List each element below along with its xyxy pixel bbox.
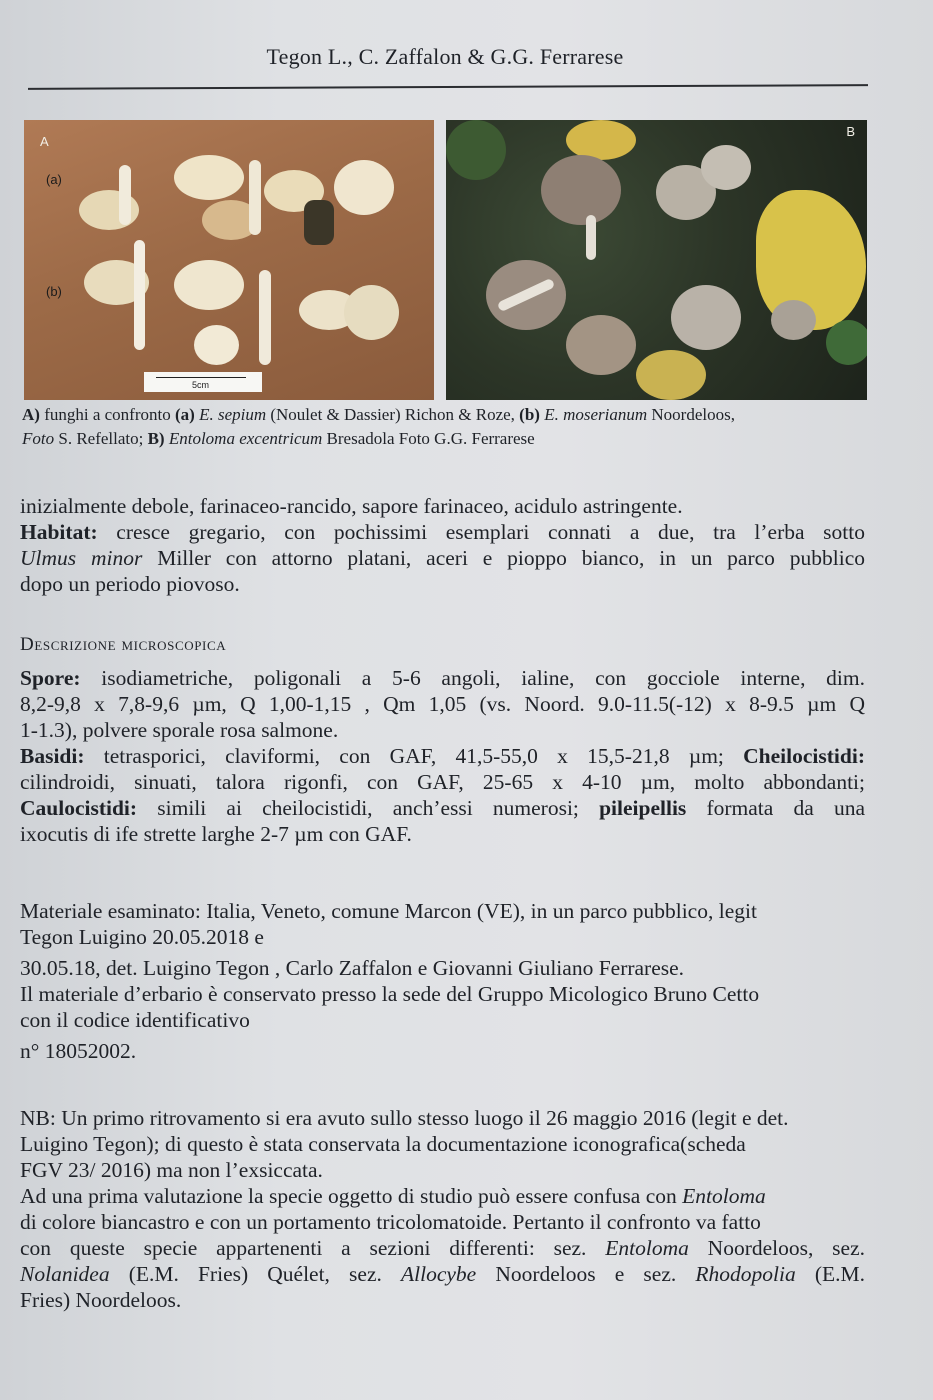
material-paragraph [20,898,865,1064]
text-line: dopo un periodo piovoso. [20,572,240,596]
green-leaf [826,320,867,365]
note-text: (E.M. [795,1262,865,1286]
text-line: cilindroidi, sinuati, talora rigonfi, con GAF, 25-65 x 4-10 µm, molto abbondanti; [20,770,865,794]
caption-photographer: S. Refellato; [54,429,148,448]
text-line [20,665,865,691]
spore-label: Spore: [20,666,81,690]
basidi-label: Basidi: [20,744,85,768]
habitat-species: Ulmus minor [20,546,143,570]
caption-author: Noordeloos, [647,405,735,424]
caption-author: Bresadola Foto G.G. Ferrarese [322,429,535,448]
mushroom-cap [701,145,751,190]
pilei-label: pileipellis [599,796,687,820]
caption-sub-a: (a) [174,405,195,424]
mushroom-cap [334,160,394,215]
text-line [20,743,865,769]
text-line: FGV 23/ 2016) ma non l’exsiccata. [20,1158,323,1182]
caption-text: funghi a confronto [39,405,175,424]
mushroom-stem [249,160,261,235]
text-line [20,519,865,545]
habitat-label: Habitat: [20,520,98,544]
photo-b-letter: B [846,124,855,139]
yellow-leaf [566,120,636,160]
note-genus: Entoloma [605,1236,689,1260]
text-line: Materiale esaminato: Italia, Veneto, comune Marcon (VE), in un parco pubblico, legit [20,899,757,923]
text-line [20,545,865,571]
mushroom-cap [174,155,244,200]
note-text: Noordeloos e sez. [476,1262,696,1286]
text-line: NB: Un primo ritrovamento si era avuto sullo stesso luogo il 26 maggio 2016 (legit e det. [20,1106,789,1130]
caption-foto: Foto [22,429,55,448]
text-line: inizialmente debole, farinaceo-rancido, sapore farinaceo, acidulo astringente. [20,494,683,518]
pilei-text: formata da una [686,796,866,820]
mushroom-cap [671,285,741,350]
section-heading: Descrizione microscopica [20,634,227,655]
mushroom-stem [259,270,271,365]
text-line [20,795,865,821]
caulo-text: simili ai cheilocistidi, anch’essi numerosi; [137,796,600,820]
note-section: Rhodopolia [695,1262,796,1286]
mushroom-cap [194,325,239,365]
header-rule [28,84,868,90]
text-line: n° 18052002. [20,1039,137,1063]
scale-label: 5cm [192,380,210,390]
photo-a-label-b: (b) [46,284,62,299]
habitat-text: cresce gregario, con pochissimi esemplari connati a due, tra l’erba sotto [97,520,865,544]
note-text: Ad una prima valutazione la specie oggetto di studio può essere confusa con [20,1184,683,1208]
caption-sub-b: (b) [519,405,540,424]
photo-a-mushrooms-on-wood [24,120,434,400]
mushroom-stem [586,215,596,260]
text-line [20,1235,865,1261]
microscopy-paragraph [20,665,865,847]
mushroom-cap [174,260,244,310]
mushroom-stem [119,165,131,225]
soil-clump [304,200,334,245]
note-genus: Entoloma [682,1184,766,1208]
mushroom-stem [134,240,145,350]
caption-species-c: Entoloma excentricum [164,429,323,448]
text-line: Il materiale d’erbario è conservato presso la sede del Gruppo Micologico Bruno Cetto [20,982,760,1006]
note-text: con queste specie appartenenti a sezioni differenti: sez. [20,1236,606,1260]
photo-a-letter: A [40,134,49,149]
text-line [20,1183,865,1209]
note-section: Nolanidea [20,1262,110,1286]
text-line [20,1261,865,1287]
note-text: (E.M. Fries) Quélet, sez. [109,1262,401,1286]
note-section: Allocybe [401,1262,477,1286]
caption-species-a: E. sepium [194,405,267,424]
mushroom-gills [566,315,636,375]
photo-b-mushrooms-in-grass [446,120,867,400]
text-line: ixocutis di ife strette larghe 2-7 µm con GAF. [20,822,412,846]
photo-a-label-a: (a) [46,172,62,187]
text-line: con il codice identificativo [20,1008,250,1032]
text-line: Fries) Noordeloos. [20,1288,182,1312]
green-leaf [446,120,506,180]
note-text: Noordeloos, sez. [688,1236,865,1260]
text-line: 30.05.18, det. Luigino Tegon , Carlo Zaffalon e Giovanni Giuliano Ferrarese. [20,956,685,980]
scale-ruler [144,372,262,392]
note-paragraph [20,1105,865,1313]
caption-author: (Noulet & Dassier) Richon & Roze, [266,405,520,424]
basidi-text: tetrasporici, claviformi, con GAF, 41,5-55,0 x 15,5-21,8 µm; [84,744,744,768]
caption-label-a: A) [22,405,40,424]
mushroom-gills [541,155,621,225]
mushroom-cap [344,285,399,340]
yellow-leaf [636,350,706,400]
caulo-label: Caulocistidi: [20,796,138,820]
habitat-text: Miller con attorno platani, aceri e pioppo bianco, in un parco pubblico [142,546,865,570]
text-line: 1-1.3), polvere sporale rosa salmone. [20,718,339,742]
text-line: 8,2-9,8 x 7,8-9,6 µm, Q 1,00-1,15 , Qm 1,05 (vs. Noord. 9.0-11.5(-12) x 8-9.5 µm Q [20,692,865,716]
caption-label-b: B) [147,429,165,448]
mushroom-cap [771,300,816,340]
cheilo-label: Cheilocistidi: [743,744,865,768]
spore-text: isodiametriche, poligonali a 5-6 angoli, ialine, con gocciole interne, dim. [80,666,865,690]
text-line: Tegon Luigino 20.05.2018 e [20,925,264,949]
caption-species-b: E. moserianum [539,405,648,424]
habitat-paragraph [20,493,865,597]
running-header: Tegon L., C. Zaffalon & G.G. Ferrarese [266,44,624,69]
text-line: Luigino Tegon); di questo è stata conservata la documentazione iconografica(scheda [20,1132,746,1156]
figure-caption [22,403,872,451]
text-line: di colore biancastro e con un portamento tricolomatoide. Pertanto il confronto va fatto [20,1210,761,1234]
